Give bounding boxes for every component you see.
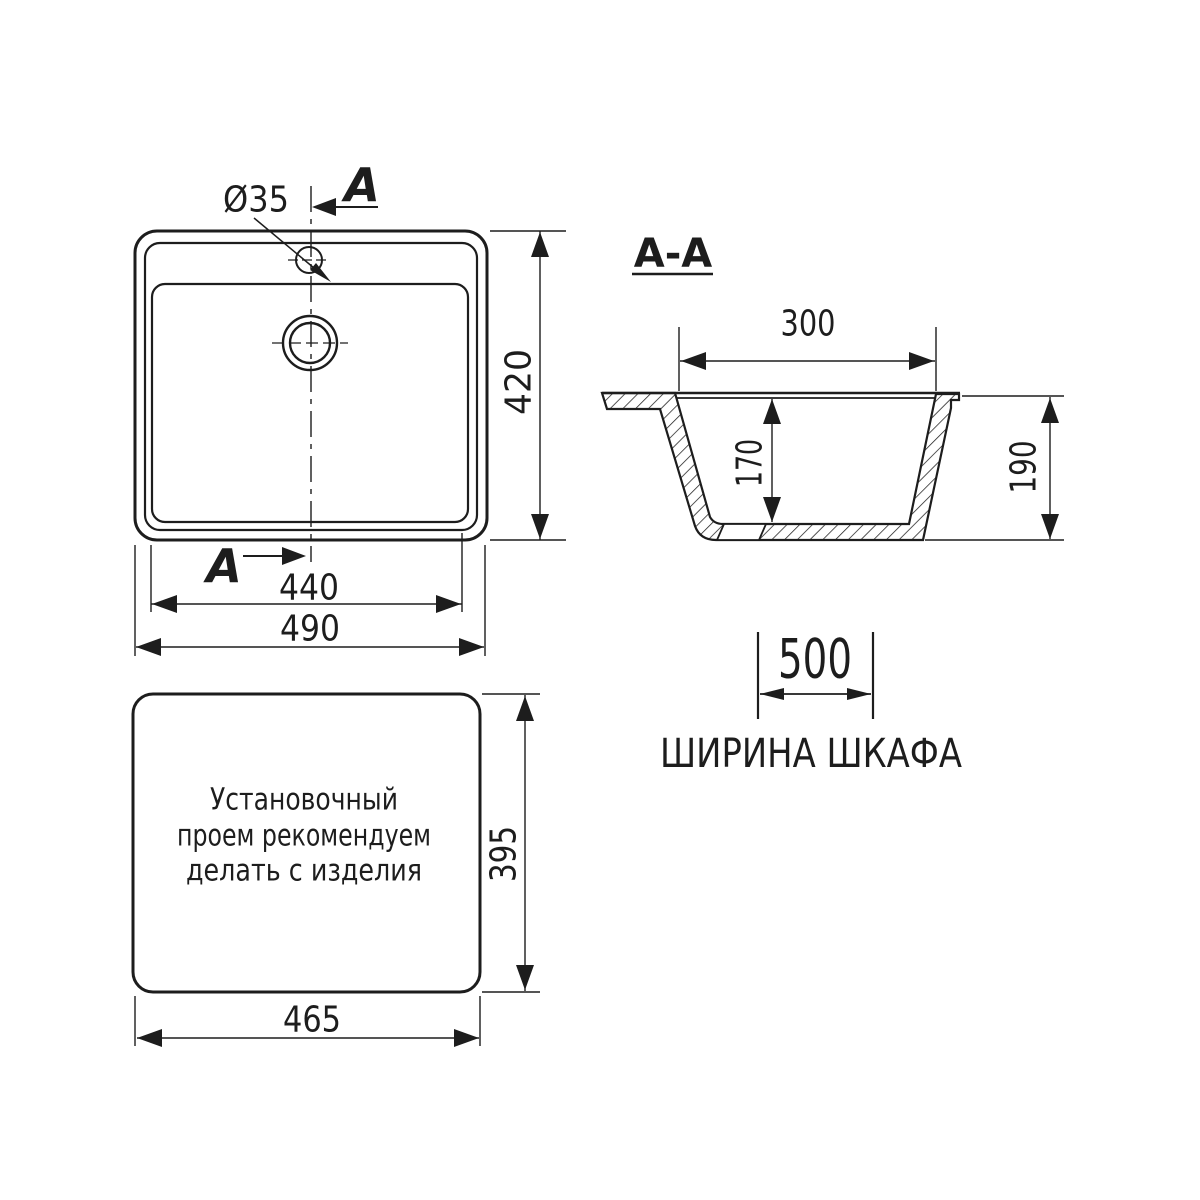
dim-170-text: 170 (729, 418, 771, 487)
dim-490-arrow-right (459, 638, 484, 656)
dim-420-arrow-bottom (531, 514, 549, 539)
dim-300-arrow-left (681, 352, 706, 370)
section-title: A-A (633, 231, 713, 277)
dim-190-text: 190 (1003, 424, 1045, 494)
drain-opening-break (717, 524, 766, 540)
hole-diameter-label: Ø35 (223, 179, 289, 221)
dim-170-arrow-top (763, 399, 781, 424)
dim-440-arrow-right (436, 595, 461, 613)
section-letter-top: A (344, 158, 380, 212)
section-body-hatched (602, 393, 959, 540)
dim-465-arrow-right (454, 1029, 479, 1047)
dim-440-arrow-left (152, 595, 177, 613)
dim-440-text: 440 (279, 567, 339, 609)
section-arrow-top-head (312, 198, 336, 216)
plan-view (135, 186, 566, 656)
dim-170-arrow-bottom (763, 497, 781, 522)
dim-395-arrow-top (516, 696, 534, 721)
dim-420-text: 420 (498, 346, 540, 415)
dim-500-text: 500 (778, 627, 852, 691)
dim-300-text: 300 (780, 303, 836, 345)
cutout-note-line-1: Установочный (210, 782, 398, 818)
cabinet-width-label: ШИРИНА ШКАФА (660, 731, 963, 777)
dim-300-arrow-right (909, 352, 934, 370)
drawing-labels (177, 158, 1045, 1041)
section-arrow-bottom-head (282, 547, 306, 565)
dim-395-arrow-bottom (516, 965, 534, 990)
dim-465-text: 465 (283, 999, 341, 1041)
dim-465-arrow-left (137, 1029, 162, 1047)
dim-490-text: 490 (280, 608, 340, 650)
dim-395-text: 395 (483, 813, 525, 882)
dim-490-arrow-left (136, 638, 161, 656)
sink-basin-outline (152, 284, 468, 522)
dim-420-arrow-top (531, 232, 549, 257)
dim-190-arrow-top (1041, 398, 1059, 423)
dim-190-arrow-bottom (1041, 514, 1059, 539)
section-letter-bottom: A (206, 539, 242, 593)
cutout-note-line-2: проем рекомендуем (177, 818, 431, 854)
cutout-note-line-3: делать с изделия (186, 853, 422, 889)
